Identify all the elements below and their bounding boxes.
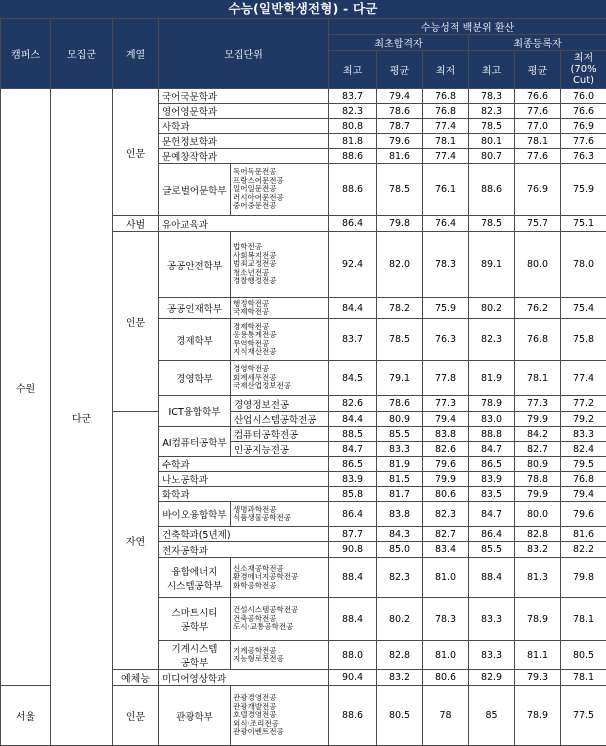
value-pass-max: 90.8 (329, 542, 377, 558)
unit-name: 미디어영상학과 (159, 670, 329, 686)
value-reg-max: 88.4 (469, 558, 515, 598)
value-reg-avg: 76.9 (515, 164, 561, 216)
unit-name-line: 융합에너지 (159, 564, 230, 578)
value-pass-avg: 81.6 (377, 149, 423, 164)
value-pass-avg: 79.6 (377, 134, 423, 149)
value-pass-avg: 81.7 (377, 487, 423, 502)
unit-name: 문예창작학과 (159, 149, 329, 164)
value-reg-cut: 76.0 (561, 89, 606, 104)
value-reg-max: 78.5 (469, 119, 515, 134)
value-pass-min: 78.3 (423, 232, 469, 298)
value-reg-avg: 76.6 (515, 89, 561, 104)
value-reg-cut: 76.3 (561, 149, 606, 164)
value-pass-avg: 79.8 (377, 216, 423, 232)
value-reg-max: 85 (469, 686, 515, 746)
value-pass-avg: 78.2 (377, 298, 423, 319)
header-cut (561, 51, 606, 89)
value-reg-avg: 76.2 (515, 298, 561, 319)
field-inmun: 인문 (113, 232, 159, 412)
value-pass-avg: 83.2 (377, 670, 423, 686)
field-yechae: 예체능 (113, 670, 159, 686)
value-reg-cut: 75.1 (561, 216, 606, 232)
value-pass-avg: 78.5 (377, 164, 423, 216)
value-pass-min: 76.3 (423, 319, 469, 361)
major-list (231, 598, 329, 641)
major-name: 경영학전공 (233, 365, 328, 373)
unit-name: 나노공학과 (159, 472, 329, 487)
value-reg-avg: 77.0 (515, 119, 561, 134)
major-name: 행정학전공 (233, 300, 328, 308)
major-name: 관광경영전공 (233, 694, 328, 702)
unit-name: 국어국문학과 (159, 89, 329, 104)
value-pass-min: 78.1 (423, 134, 469, 149)
value-reg-cut: 75.8 (561, 319, 606, 361)
unit-name: ICT융합학부 (159, 396, 231, 427)
value-pass-avg: 82.3 (377, 558, 423, 598)
value-reg-cut: 79.6 (561, 502, 606, 527)
value-pass-max: 84.4 (329, 412, 377, 427)
value-pass-min: 81.0 (423, 558, 469, 598)
value-reg-avg: 81.3 (515, 558, 561, 598)
value-reg-max: 85.5 (469, 542, 515, 558)
major-name: 경제학전공 (233, 323, 328, 331)
unit-name: 공공안전학부 (159, 232, 231, 298)
value-pass-max: 86.4 (329, 216, 377, 232)
header-field: 계열 (113, 19, 159, 89)
value-reg-max: 83.3 (469, 598, 515, 641)
value-reg-avg: 78.1 (515, 361, 561, 396)
major-name: 환경에너지공학전공 (233, 573, 328, 581)
major-name: 범죄교정전공 (233, 260, 328, 268)
major-name: 컴퓨터공학전공 (231, 427, 329, 442)
value-pass-avg: 85.0 (377, 542, 423, 558)
value-reg-avg: 84.2 (515, 427, 561, 442)
group-da: 다군 (51, 89, 113, 746)
major-name: 러시아어문전공 (233, 194, 328, 202)
major-name: 신소재공학전공 (233, 565, 328, 573)
value-reg-avg: 77.6 (515, 149, 561, 164)
value-pass-avg: 80.9 (377, 412, 423, 427)
campus-suwon: 수원 (1, 89, 51, 686)
value-pass-min: 76.8 (423, 89, 469, 104)
value-reg-max: 84.7 (469, 442, 515, 457)
value-reg-avg: 78.9 (515, 686, 561, 746)
value-pass-avg: 84.3 (377, 527, 423, 542)
field-inmun: 인문 (113, 686, 159, 746)
value-pass-min: 78.3 (423, 598, 469, 641)
major-name: 생명과학전공 (233, 506, 328, 514)
header-top: 수능성적 백분위 환산 (329, 19, 606, 35)
value-pass-min: 82.3 (423, 502, 469, 527)
value-pass-max: 88.5 (329, 427, 377, 442)
value-reg-max: 88.8 (469, 427, 515, 442)
value-reg-avg: 78.9 (515, 598, 561, 641)
header-final-reg: 최종등록자 (469, 35, 606, 51)
header-max-reg: 최고 (469, 51, 515, 89)
unit-name: 영어영문학과 (159, 104, 329, 119)
value-pass-avg: 82.0 (377, 232, 423, 298)
value-pass-max: 92.4 (329, 232, 377, 298)
major-name: 경영정보전공 (231, 396, 329, 412)
header-final-pass: 최초합격자 (329, 35, 469, 51)
value-pass-min: 80.6 (423, 670, 469, 686)
unit-name: 사학과 (159, 119, 329, 134)
value-pass-max: 84.5 (329, 361, 377, 396)
value-pass-max: 80.8 (329, 119, 377, 134)
value-pass-avg: 80.5 (377, 686, 423, 746)
unit-name (159, 598, 231, 641)
value-pass-max: 82.6 (329, 396, 377, 412)
unit-name: 공공인재학부 (159, 298, 231, 319)
value-pass-max: 87.7 (329, 527, 377, 542)
unit-name: 바이오융합학부 (159, 502, 231, 527)
unit-name (159, 641, 231, 670)
value-pass-min: 75.9 (423, 298, 469, 319)
value-pass-max: 88.6 (329, 149, 377, 164)
value-reg-max: 82.3 (469, 319, 515, 361)
value-reg-cut: 79.2 (561, 412, 606, 427)
unit-name: AI컴퓨터공학부 (159, 427, 231, 457)
value-reg-cut: 76.8 (561, 472, 606, 487)
major-list (231, 319, 329, 361)
value-reg-cut: 78.1 (561, 670, 606, 686)
value-pass-min: 79.9 (423, 472, 469, 487)
value-reg-max: 83.3 (469, 641, 515, 670)
value-reg-max: 84.7 (469, 502, 515, 527)
admission-table (0, 18, 606, 746)
header-campus: 캠퍼스 (1, 19, 51, 89)
value-pass-max: 88.6 (329, 164, 377, 216)
value-pass-max: 85.8 (329, 487, 377, 502)
major-name: 국제산업정보전공 (233, 382, 328, 390)
value-reg-max: 86.5 (469, 457, 515, 472)
major-name: 건설시스템공학전공 (233, 606, 328, 614)
value-pass-avg: 78.5 (377, 319, 423, 361)
value-pass-avg: 81.9 (377, 457, 423, 472)
page-title: 수능(일반학생전형) - 다군 (0, 0, 606, 18)
major-name: 관광이벤트전공 (233, 728, 328, 736)
value-reg-max: 81.9 (469, 361, 515, 396)
unit-name: 문헌정보학과 (159, 134, 329, 149)
value-reg-max: 82.9 (469, 670, 515, 686)
value-pass-max: 88.4 (329, 558, 377, 598)
major-list (231, 558, 329, 598)
major-list (231, 164, 329, 216)
value-pass-avg: 78.6 (377, 104, 423, 119)
value-reg-max: 80.7 (469, 149, 515, 164)
value-reg-cut: 76.6 (561, 104, 606, 119)
value-reg-avg: 78.8 (515, 472, 561, 487)
value-pass-max: 81.8 (329, 134, 377, 149)
major-name: 청소년전공 (233, 269, 328, 277)
value-reg-cut: 82.2 (561, 542, 606, 558)
value-pass-avg: 78.7 (377, 119, 423, 134)
value-reg-max: 88.6 (469, 164, 515, 216)
value-reg-max: 78.3 (469, 89, 515, 104)
major-name: 기계공학전공 (233, 647, 328, 655)
value-reg-avg: 81.1 (515, 641, 561, 670)
header-avg: 평균 (377, 51, 423, 89)
unit-name: 전자공학과 (159, 542, 329, 558)
value-pass-min: 77.3 (423, 396, 469, 412)
value-pass-avg: 79.1 (377, 361, 423, 396)
value-pass-avg: 79.4 (377, 89, 423, 104)
value-pass-avg: 82.8 (377, 641, 423, 670)
header-cut-line1: 최저 (574, 53, 593, 64)
unit-name: 건축학과(5년제) (159, 527, 329, 542)
field-jayeon: 자연 (113, 412, 159, 670)
major-name: 산업시스템공학전공 (231, 412, 329, 427)
value-pass-min: 76.4 (423, 216, 469, 232)
value-reg-cut: 79.4 (561, 487, 606, 502)
major-list (231, 686, 329, 746)
header-avg-reg: 평균 (515, 51, 561, 89)
value-reg-avg: 82.7 (515, 442, 561, 457)
value-reg-avg: 79.3 (515, 670, 561, 686)
unit-name: 수학과 (159, 457, 329, 472)
major-name: 독어독문전공 (233, 168, 328, 176)
value-reg-max: 83.9 (469, 472, 515, 487)
value-pass-avg: 83.8 (377, 502, 423, 527)
unit-name-line: 스마트시티 (159, 605, 230, 619)
value-pass-avg: 85.5 (377, 427, 423, 442)
major-name: 국제학전공 (233, 308, 328, 316)
value-pass-max: 84.4 (329, 298, 377, 319)
major-name: 화학공학전공 (233, 582, 328, 590)
major-name: 외식·조리전공 (233, 720, 328, 728)
major-name: 사회복지전공 (233, 252, 328, 260)
value-pass-min: 76.1 (423, 164, 469, 216)
unit-name (159, 558, 231, 598)
value-reg-avg: 80.0 (515, 232, 561, 298)
header-min: 최저 (423, 51, 469, 89)
value-reg-avg: 79.9 (515, 487, 561, 502)
value-pass-min: 82.6 (423, 442, 469, 457)
value-pass-min: 77.8 (423, 361, 469, 396)
value-pass-max: 88.6 (329, 686, 377, 746)
value-reg-max: 78.5 (469, 216, 515, 232)
major-list (231, 361, 329, 396)
value-pass-max: 83.9 (329, 472, 377, 487)
major-name: 도시·교통공학전공 (233, 623, 328, 631)
value-pass-min: 76.8 (423, 104, 469, 119)
unit-name: 유아교육과 (159, 216, 329, 232)
major-name: 무역학전공 (233, 340, 328, 348)
major-name: 회계세무전공 (233, 374, 328, 382)
value-pass-avg: 78.6 (377, 396, 423, 412)
major-name: 건축공학전공 (233, 615, 328, 623)
value-pass-min: 83.8 (423, 427, 469, 442)
unit-name: 관광학부 (159, 686, 231, 746)
value-reg-cut: 78.1 (561, 598, 606, 641)
value-reg-avg: 75.7 (515, 216, 561, 232)
major-name: 일어일문전공 (233, 185, 328, 193)
value-reg-avg: 78.1 (515, 134, 561, 149)
value-pass-min: 78 (423, 686, 469, 746)
value-reg-max: 80.2 (469, 298, 515, 319)
value-reg-cut: 82.4 (561, 442, 606, 457)
major-list (231, 641, 329, 670)
value-pass-min: 82.7 (423, 527, 469, 542)
value-pass-min: 77.4 (423, 119, 469, 134)
value-reg-cut: 79.8 (561, 558, 606, 598)
major-name: 지식재산전공 (233, 348, 328, 356)
value-reg-cut: 83.3 (561, 427, 606, 442)
value-reg-cut: 75.4 (561, 298, 606, 319)
value-pass-max: 86.4 (329, 502, 377, 527)
value-pass-min: 81.0 (423, 641, 469, 670)
value-pass-max: 90.4 (329, 670, 377, 686)
value-pass-max: 86.5 (329, 457, 377, 472)
value-reg-cut: 75.9 (561, 164, 606, 216)
value-pass-avg: 83.3 (377, 442, 423, 457)
value-reg-max: 82.3 (469, 104, 515, 119)
table-row (1, 89, 606, 104)
value-reg-cut: 76.9 (561, 119, 606, 134)
table-body (1, 89, 606, 746)
value-reg-max: 83.5 (469, 487, 515, 502)
value-pass-min: 79.6 (423, 457, 469, 472)
major-name: 인공지능전공 (231, 442, 329, 457)
major-name: 식품생물공학전공 (233, 514, 328, 522)
value-reg-cut: 77.5 (561, 686, 606, 746)
value-reg-avg: 80.9 (515, 457, 561, 472)
value-reg-avg: 82.8 (515, 527, 561, 542)
value-reg-cut: 81.6 (561, 527, 606, 542)
value-pass-min: 83.4 (423, 542, 469, 558)
value-reg-max: 86.4 (469, 527, 515, 542)
field-inmun: 인문 (113, 89, 159, 216)
value-reg-avg: 76.8 (515, 319, 561, 361)
value-pass-max: 88.0 (329, 641, 377, 670)
major-name: 호텔경영전공 (233, 711, 328, 719)
header-unit: 모집단위 (159, 19, 329, 89)
header-group: 모집군 (51, 19, 113, 89)
value-pass-max: 88.4 (329, 598, 377, 641)
unit-name-line: 기계시스템 (159, 641, 230, 655)
value-reg-max: 78.9 (469, 396, 515, 412)
major-list (231, 502, 329, 527)
major-name: 중어중문전공 (233, 202, 328, 210)
value-reg-avg: 80.0 (515, 502, 561, 527)
value-reg-cut: 77.2 (561, 396, 606, 412)
major-list (231, 232, 329, 298)
unit-name: 경영학부 (159, 361, 231, 396)
value-reg-max: 89.1 (469, 232, 515, 298)
unit-name-line: 시스템공학부 (159, 578, 230, 592)
major-list (231, 298, 329, 319)
header-cut-line3: Cut) (573, 75, 594, 86)
value-pass-max: 82.3 (329, 104, 377, 119)
value-pass-min: 77.4 (423, 149, 469, 164)
major-name: 지능형로봇전공 (233, 655, 328, 663)
value-pass-max: 83.7 (329, 319, 377, 361)
header-max: 최고 (329, 51, 377, 89)
major-name: 법학전공 (233, 243, 328, 251)
value-pass-max: 83.7 (329, 89, 377, 104)
major-name: 경찰행정전공 (233, 277, 328, 285)
unit-name-line: 공학부 (159, 655, 230, 669)
unit-name-line: 공학부 (159, 619, 230, 633)
value-reg-cut: 78.0 (561, 232, 606, 298)
value-reg-cut: 80.5 (561, 641, 606, 670)
value-reg-max: 83.0 (469, 412, 515, 427)
header-cut-line2: (70% (570, 64, 596, 75)
major-name: 관광개발전공 (233, 703, 328, 711)
unit-name: 화학과 (159, 487, 329, 502)
value-reg-avg: 79.9 (515, 412, 561, 427)
value-reg-avg: 77.6 (515, 104, 561, 119)
value-pass-min: 80.6 (423, 487, 469, 502)
value-reg-avg: 83.2 (515, 542, 561, 558)
major-name: 프랑스어문전공 (233, 177, 328, 185)
value-reg-cut: 79.5 (561, 457, 606, 472)
value-reg-cut: 77.6 (561, 134, 606, 149)
value-pass-min: 79.4 (423, 412, 469, 427)
value-reg-cut: 77.4 (561, 361, 606, 396)
field-sabeom: 사범 (113, 216, 159, 232)
value-reg-avg: 77.3 (515, 396, 561, 412)
value-pass-avg: 80.2 (377, 598, 423, 641)
value-reg-max: 80.1 (469, 134, 515, 149)
campus-seoul: 서울 (1, 686, 51, 746)
value-pass-avg: 81.5 (377, 472, 423, 487)
major-name: 응용통계전공 (233, 331, 328, 339)
unit-name: 글로벌어문학부 (159, 164, 231, 216)
value-pass-max: 84.7 (329, 442, 377, 457)
unit-name: 경제학부 (159, 319, 231, 361)
